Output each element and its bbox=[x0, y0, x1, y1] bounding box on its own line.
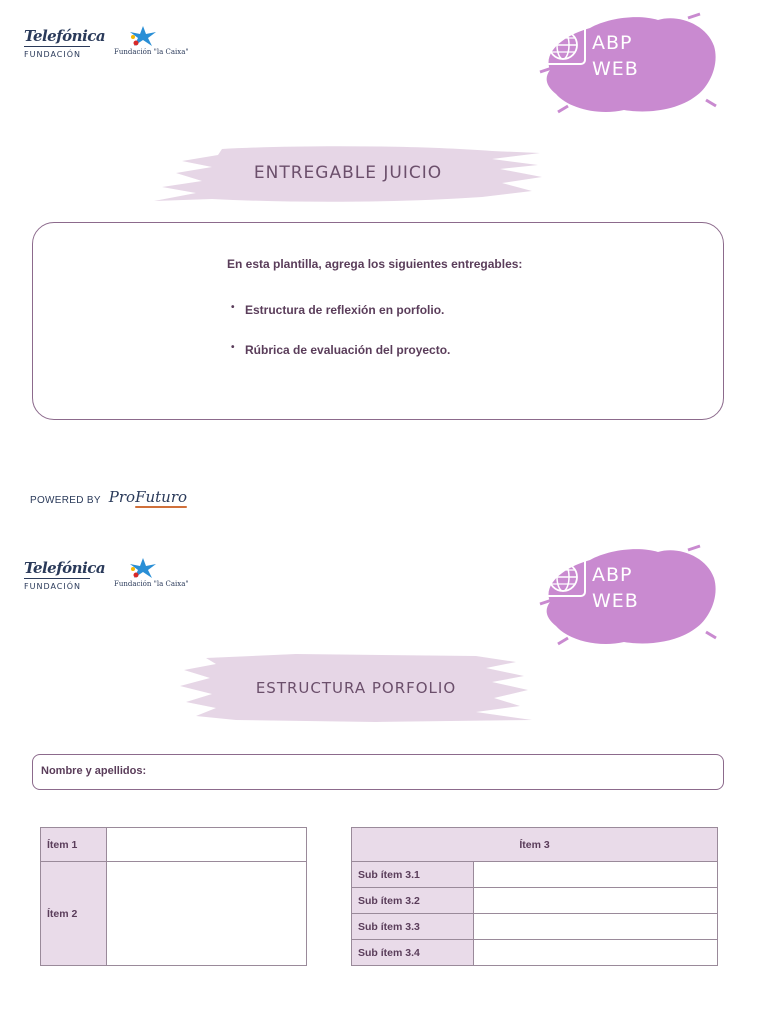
sub-item-label: Sub ítem 3.4 bbox=[352, 940, 474, 966]
item-3-header: Ítem 3 bbox=[352, 828, 718, 862]
item-2-label: Ítem 2 bbox=[41, 862, 107, 966]
logo-divider bbox=[24, 578, 90, 579]
powered-by bbox=[30, 488, 187, 506]
badge-text bbox=[592, 30, 639, 82]
banner-porfolio bbox=[176, 650, 536, 726]
card-intro: En esta plantilla, agrega los siguientes entregables: bbox=[227, 257, 523, 271]
badge-line-1: ABP bbox=[592, 32, 633, 54]
globe-window-icon bbox=[538, 542, 590, 600]
list-item: • Estructura de reflexión en porfolio. bbox=[231, 303, 450, 317]
telefonica-script: Telefónica bbox=[24, 27, 106, 45]
la-caixa-logo bbox=[114, 556, 194, 588]
right-table bbox=[351, 827, 718, 966]
banner-entregable bbox=[152, 143, 544, 205]
item-2-cell[interactable] bbox=[107, 862, 307, 966]
profuturo-logo: ProFuturo bbox=[108, 488, 188, 506]
sub-item-label: Sub ítem 3.3 bbox=[352, 914, 474, 940]
banner-title: ENTREGABLE JUICIO bbox=[253, 163, 443, 183]
page-2 bbox=[0, 532, 768, 1024]
telefonica-fundacion-logo bbox=[24, 559, 106, 591]
abp-web-badge bbox=[538, 542, 718, 652]
name-label: Nombre y apellidos: bbox=[41, 765, 147, 777]
sub-item-cell[interactable] bbox=[474, 888, 718, 914]
name-field[interactable] bbox=[32, 754, 724, 790]
telefonica-script: Telefónica bbox=[24, 559, 106, 577]
item-1-cell[interactable] bbox=[107, 828, 307, 862]
sub-item-cell[interactable] bbox=[474, 862, 718, 888]
deliverables-list bbox=[231, 303, 450, 383]
list-item: • Rúbrica de evaluación del proyecto. bbox=[231, 343, 450, 357]
fundacion-label: FUNDACIÓN bbox=[24, 582, 82, 591]
sub-item-cell[interactable] bbox=[474, 914, 718, 940]
badge-line-2: WEB bbox=[592, 58, 639, 80]
badge-text bbox=[592, 562, 639, 614]
item-1-label: Ítem 1 bbox=[41, 828, 107, 862]
abp-web-badge bbox=[538, 10, 718, 120]
logo-divider bbox=[24, 46, 90, 47]
powered-label: POWERED BY bbox=[30, 495, 101, 506]
badge-line-1: ABP bbox=[592, 564, 633, 586]
star-icon bbox=[128, 24, 158, 48]
sub-item-label: Sub ítem 3.1 bbox=[352, 862, 474, 888]
sub-item-label: Sub ítem 3.2 bbox=[352, 888, 474, 914]
la-caixa-text: Fundación "la Caixa" bbox=[114, 580, 189, 588]
left-table bbox=[40, 827, 307, 966]
banner-title: ESTRUCTURA PORFOLIO bbox=[255, 679, 457, 697]
badge-line-2: WEB bbox=[592, 590, 639, 612]
telefonica-fundacion-logo bbox=[24, 27, 106, 59]
la-caixa-text: Fundación "la Caixa" bbox=[114, 48, 189, 56]
globe-window-icon bbox=[538, 10, 590, 68]
star-icon bbox=[128, 556, 158, 580]
deliverables-card bbox=[32, 222, 724, 420]
sub-item-cell[interactable] bbox=[474, 940, 718, 966]
fundacion-label: FUNDACIÓN bbox=[24, 50, 82, 59]
la-caixa-logo bbox=[114, 24, 194, 56]
